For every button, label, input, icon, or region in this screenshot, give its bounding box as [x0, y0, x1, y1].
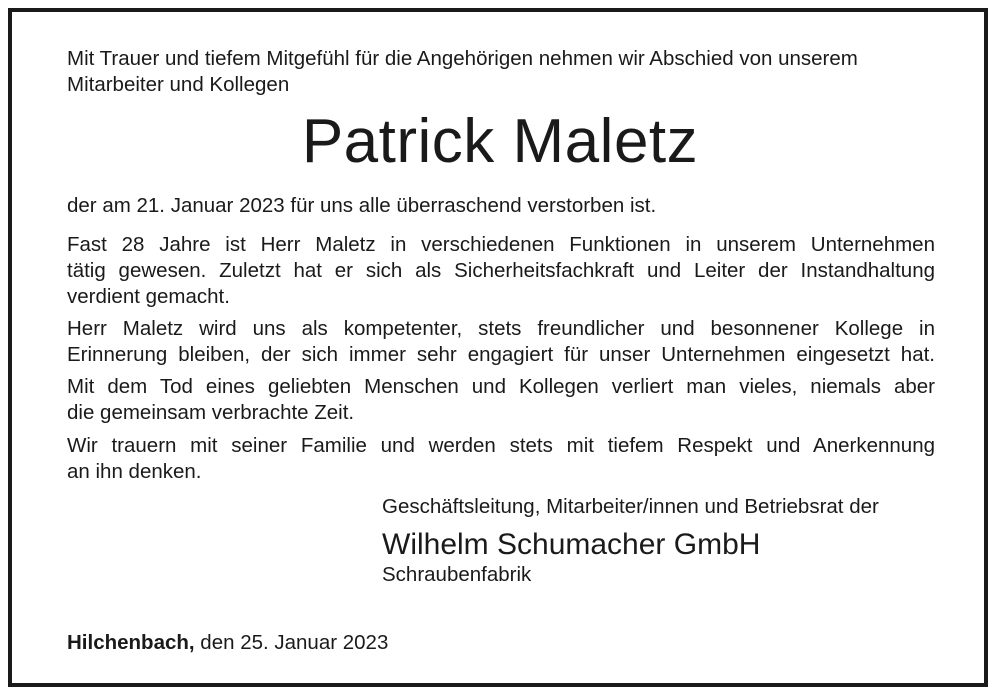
paragraph-3 [67, 374, 935, 426]
paragraph-2-line-2: Erinnerung bleiben, der sich immer sehr engagiert für unser Unternehmen eingesetzt hat. [67, 343, 935, 366]
paragraph-4-line-2: an ihn denken. [67, 460, 202, 483]
paragraph-1-line-2: tätig gewesen. Zuletzt hat er sich als Sicherheitsfachkraft und Leiter der Instandhaltung [67, 259, 935, 282]
deceased-name: Patrick Maletz [301, 107, 699, 176]
paragraph-3-line-1: Mit dem Tod eines geliebten Menschen und Kollegen verliert man vieles, niemals aber [67, 375, 935, 398]
paragraph-1-line-1: Fast 28 Jahre ist Herr Maletz in verschiedenen Funktionen in unserem Unternehmen [67, 233, 935, 256]
paragraph-2-line-1: Herr Maletz wird uns als kompetenter, stets freundlicher und besonnener Kollege in [67, 317, 935, 340]
paragraph-2 [67, 316, 935, 368]
company-name: Wilhelm Schumacher GmbH [382, 528, 761, 561]
place: Hilchenbach, [67, 631, 195, 654]
paragraph-3-line-2: die gemeinsam verbrachte Zeit. [67, 401, 355, 424]
date: den 25. Januar 2023 [194, 631, 389, 654]
paragraph-4-line-1: Wir trauern mit seiner Familie und werden stets mit tiefem Respekt und Anerkennung [67, 434, 935, 457]
paragraph-4 [67, 433, 935, 485]
intro-line-2: Mitarbeiter und Kollegen [67, 73, 290, 96]
intro-line-1: Mit Trauer und tiefem Mitgefühl für die Angehörigen nehmen wir Abschied von unserem [67, 47, 858, 70]
paragraph-1-line-3: verdient gemacht. [67, 285, 230, 308]
paragraph-1 [67, 232, 935, 310]
company-subtitle: Schraubenfabrik [382, 563, 532, 586]
place-date [67, 630, 388, 655]
death-note: der am 21. Januar 2023 für uns alle überraschend verstorben ist. [67, 194, 657, 217]
signature-from: Geschäftsleitung, Mitarbeiter/innen und Betriebsrat der [382, 495, 879, 518]
